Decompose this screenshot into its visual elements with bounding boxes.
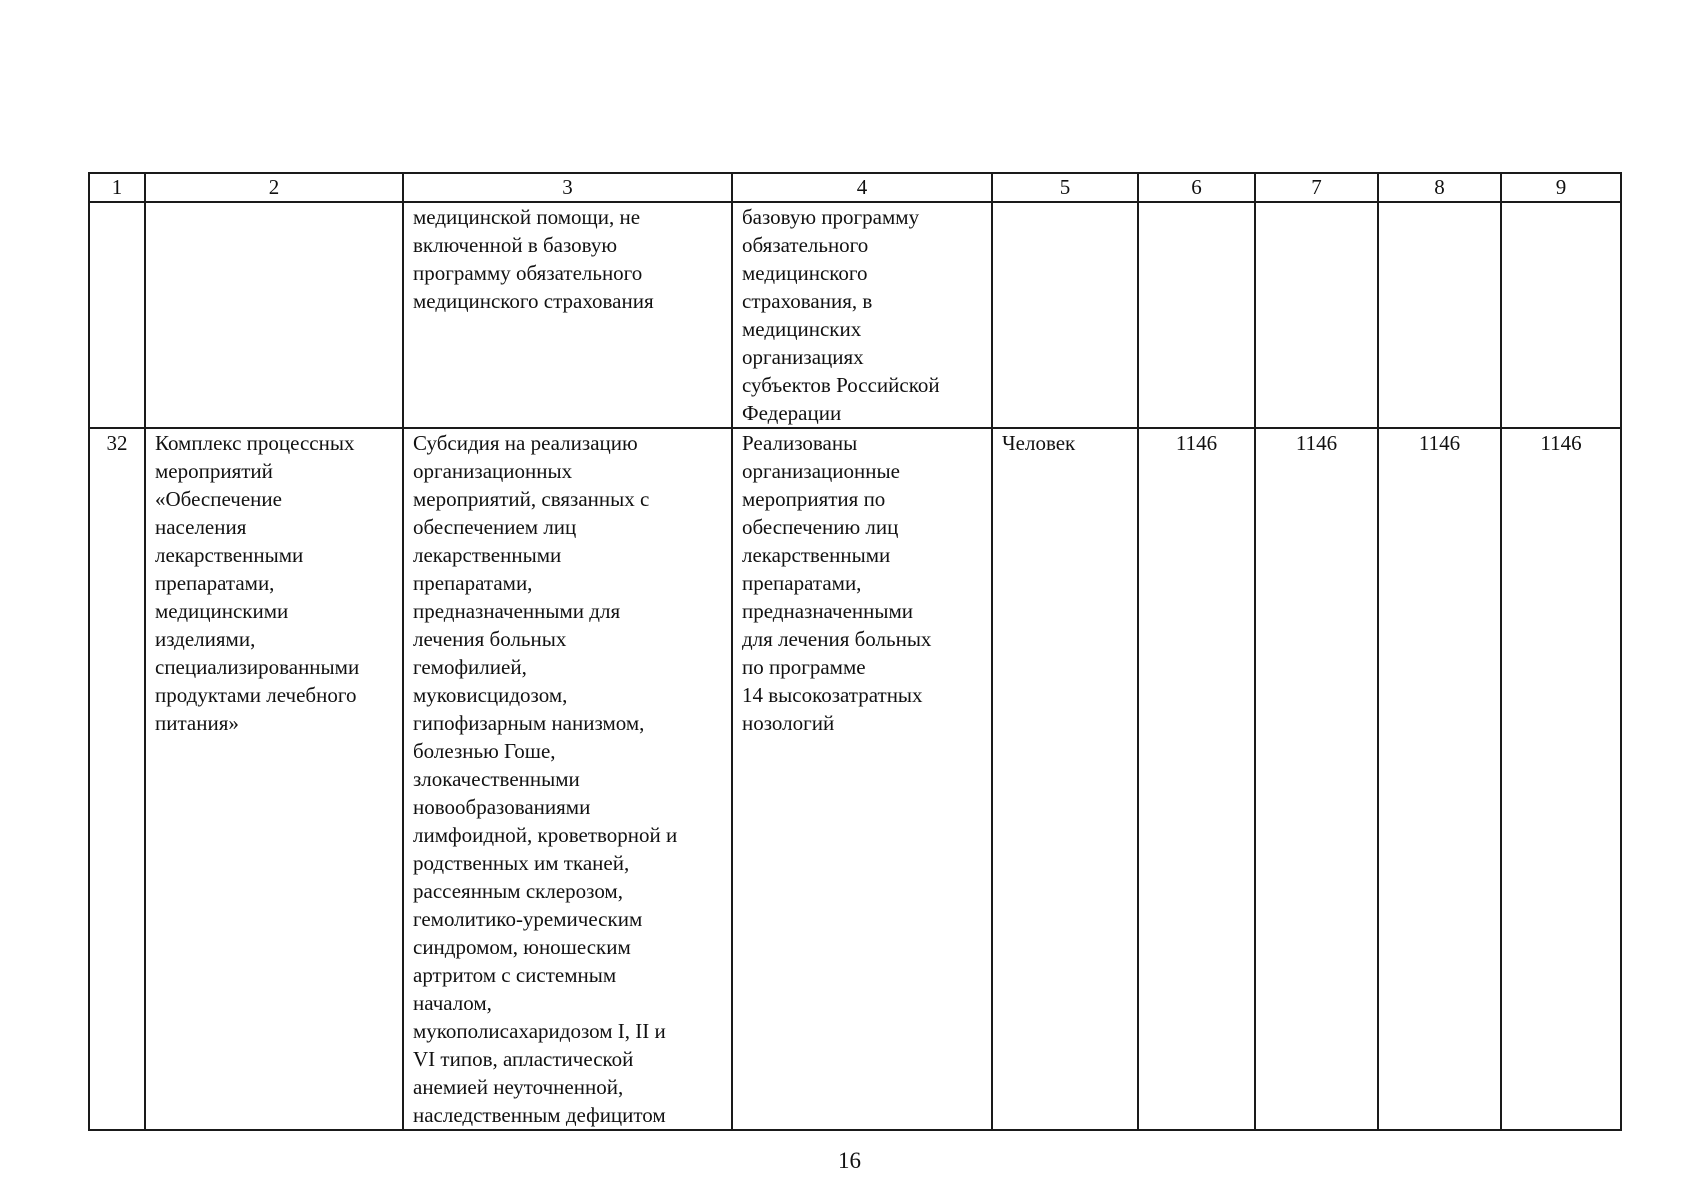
cell-text-line: питания» [155,711,239,735]
cell-text-line: препаратами, [742,571,862,595]
cont-cell-value-6 [1138,202,1255,428]
cell-text-line: гемофилией, [413,655,527,679]
cell-text-line: 14 высокозатратных [742,683,923,707]
cell-text-line: началом, [413,991,492,1015]
cell-text-line: анемией неуточненной, [413,1075,624,1099]
cont-cell-value-7 [1255,202,1378,428]
column-header-9: 9 [1501,173,1621,202]
cell-text-line: населения [155,515,247,539]
cell-text-line: гемолитико-уремическим [413,907,643,931]
cell-text-line: новообразованиями [413,795,591,819]
cell-text-line: предназначенными для [413,599,621,623]
cont-cell-name [145,202,403,428]
table-header-row [89,173,1621,202]
cell-text-line: лекарственными [413,543,562,567]
cell-text-line: лимфоидной, кроветворной и [413,823,678,847]
cell-description [403,428,732,1130]
cell-text-line: мероприятий, связанных с [413,487,650,511]
cell-value-6: 1146 [1138,428,1255,1130]
cell-text-line: злокачественными [413,767,580,791]
cell-text-line: программу обязательного [413,261,643,285]
cell-text-line: организационные [742,459,900,483]
cell-unit: Человек [992,428,1138,1130]
cell-text-line: Комплекс процессных [155,431,355,455]
cont-cell-value-8 [1378,202,1501,428]
cont-cell-unit [992,202,1138,428]
cell-text-line: лекарственными [155,543,304,567]
cell-result [732,428,992,1130]
cont-cell-result [732,202,992,428]
cell-text-line: мукополисахаридозом I, II и [413,1019,666,1043]
column-header-5: 5 [992,173,1138,202]
cell-text-line: продуктами лечебного [155,683,357,707]
cell-text-line: Федерации [742,401,842,425]
cell-text-line: базовую программу [742,205,920,229]
cell-text-line: по программе [742,655,866,679]
data-table [88,172,1622,1131]
cell-text-line: медицинского страхования [413,289,654,313]
cell-text-line: медицинской помощи, не [413,205,641,229]
cont-cell-number [89,202,145,428]
cell-text-line: мероприятий [155,459,273,483]
column-header-3: 3 [403,173,732,202]
cell-text-line: болезнью Гоше, [413,739,556,763]
continuation-row [89,202,1621,428]
cell-text-line: артритом с системным [413,963,617,987]
cell-text-line: обеспечением лиц [413,515,577,539]
cell-text-line: наследственным дефицитом [413,1103,666,1127]
cell-text-line: организациях [742,345,864,369]
cell-text-line: медицинских [742,317,862,341]
cell-text-line: субъектов Российской [742,373,940,397]
cell-text-line: Реализованы [742,431,858,455]
cell-text-line: Субсидия на реализацию [413,431,638,455]
cell-text-line: лекарственными [742,543,891,567]
page-number: 16 [838,1148,861,1173]
cell-text-line: медицинского [742,261,868,285]
column-header-8: 8 [1378,173,1501,202]
cell-text-line: для лечения больных [742,627,932,651]
cell-value-9: 1146 [1501,428,1621,1130]
cell-text-line: нозологий [742,711,835,735]
cell-text-line: препаратами, [155,571,275,595]
cell-value-7: 1146 [1255,428,1378,1130]
column-header-1: 1 [89,173,145,202]
cell-text-line: препаратами, [413,571,533,595]
cell-text-line: изделиями, [155,627,256,651]
cell-text-line: мероприятия по [742,487,886,511]
column-header-7: 7 [1255,173,1378,202]
cell-program-name [145,428,403,1130]
cell-text-line: гипофизарным нанизмом, [413,711,645,735]
row-number: 32 [89,428,145,1130]
cell-text-line: включенной в базовую [413,233,618,257]
cell-text-line: рассеянным склерозом, [413,879,623,903]
cell-text-line: VI типов, апластической [413,1047,634,1071]
cont-cell-value-9 [1501,202,1621,428]
cell-text-line: обязательного [742,233,869,257]
cell-text-line: специализированными [155,655,360,679]
cell-text-line: предназначенными [742,599,914,623]
column-header-4: 4 [732,173,992,202]
cell-value-8: 1146 [1378,428,1501,1130]
cell-text-line: организационных [413,459,573,483]
cell-text-line: медицинскими [155,599,289,623]
cell-text-line: родственных им тканей, [413,851,630,875]
column-header-6: 6 [1138,173,1255,202]
cont-cell-description [403,202,732,428]
cell-text-line: муковисцидозом, [413,683,568,707]
cell-text-line: обеспечению лиц [742,515,899,539]
cell-text-line: синдромом, юношеским [413,935,631,959]
cell-text-line: «Обеспечение [155,487,282,511]
cell-text-line: лечения больных [413,627,567,651]
column-header-2: 2 [145,173,403,202]
cell-text-line: страхования, в [742,289,873,313]
table-row [89,428,1621,1130]
